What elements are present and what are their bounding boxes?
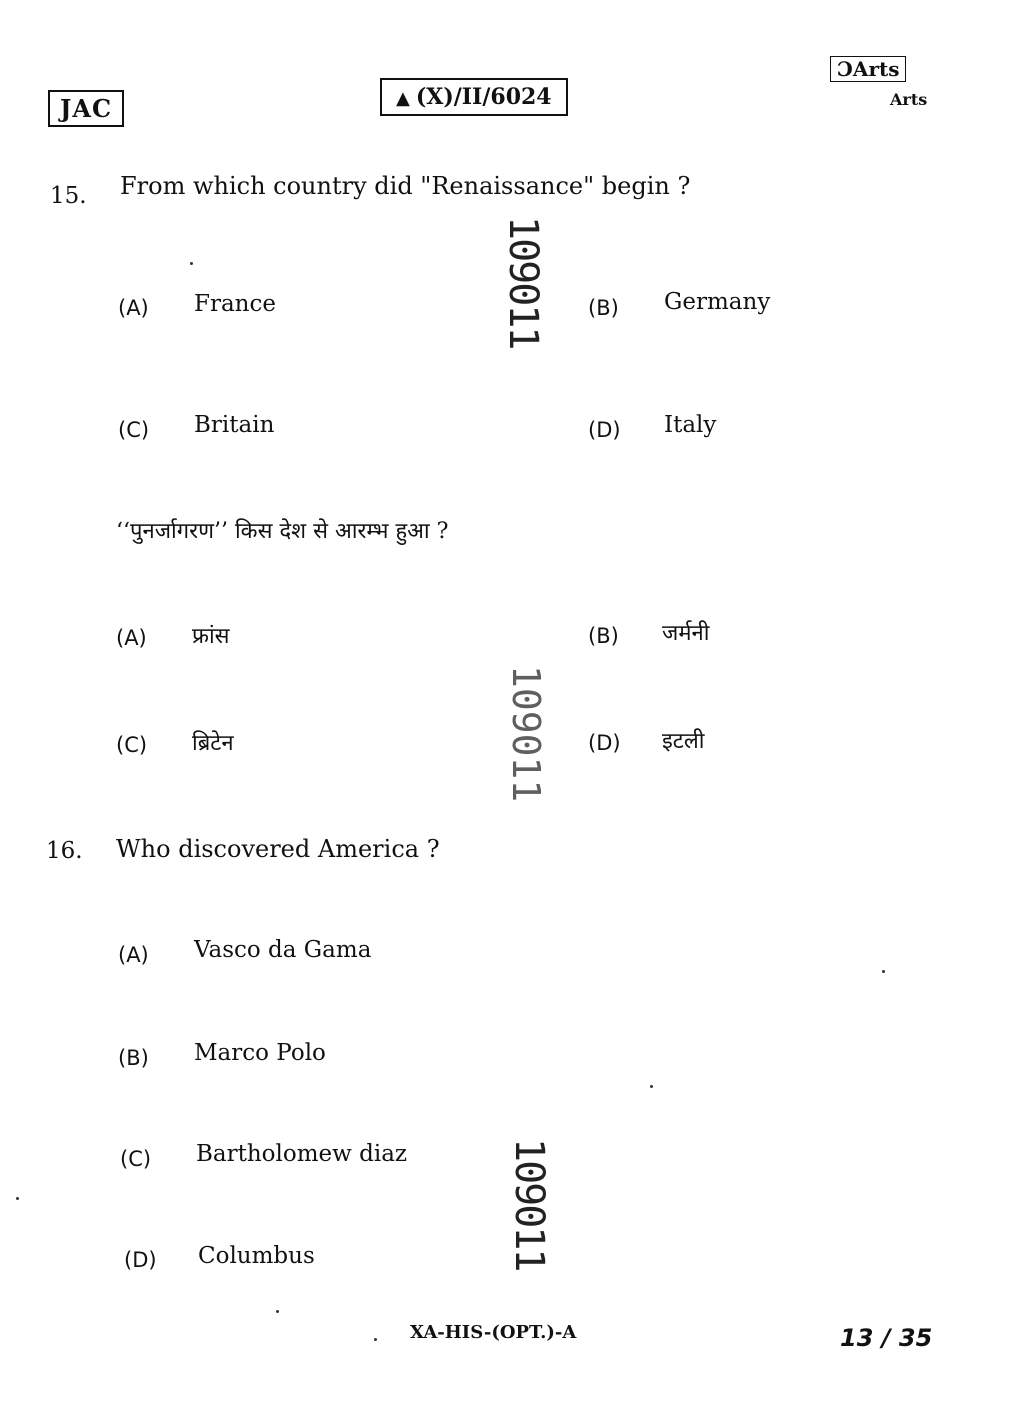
- scan-speck: [374, 1338, 377, 1341]
- board-label: JAC: [48, 90, 124, 127]
- scan-speck: [276, 1310, 279, 1313]
- option-text: France: [194, 291, 276, 317]
- option-label: (A): [118, 943, 149, 967]
- question-number: 16.: [46, 838, 83, 864]
- page-number: 13 / 35: [840, 1324, 933, 1352]
- option-label: (A): [118, 296, 149, 320]
- question-text-en: From which country did "Renaissance" begin ?: [120, 172, 691, 200]
- stream-box-label: Arts: [852, 57, 900, 81]
- question-number: 15.: [50, 183, 87, 209]
- option-text: ब्रिटेन: [192, 731, 234, 756]
- scan-speck: [16, 1197, 19, 1200]
- paper-code-box: [380, 78, 568, 116]
- option-label: (D): [588, 731, 621, 755]
- option-text: Vasco da Gama: [194, 937, 372, 963]
- serial-stamp: 109011: [504, 665, 548, 803]
- option-label: (A): [116, 626, 147, 650]
- option-label: (B): [588, 296, 619, 320]
- option-text: इटली: [662, 729, 705, 754]
- option-text: फ्रांस: [192, 624, 230, 649]
- option-text: Germany: [664, 289, 771, 315]
- triangle-icon: ▲: [396, 88, 410, 109]
- question-text-hi: ‘‘पुनर्जागरण’’ किस देश से आरम्भ हुआ ?: [116, 519, 449, 544]
- question-text-en: Who discovered America ?: [116, 835, 440, 863]
- stream-box-prefix-icon: Ɔ: [837, 57, 853, 81]
- stream-box: [830, 56, 906, 82]
- option-label: (C): [116, 733, 148, 757]
- scan-speck: [882, 970, 885, 973]
- option-label: (C): [120, 1147, 152, 1171]
- option-text: जर्मनी: [662, 621, 710, 646]
- option-label: (D): [588, 418, 621, 442]
- paper-code: (X)/II/6024: [415, 84, 552, 110]
- option-text: Columbus: [198, 1243, 315, 1269]
- serial-stamp: 109011: [500, 216, 546, 349]
- option-text: Italy: [664, 412, 717, 438]
- scan-speck: [650, 1085, 653, 1088]
- option-label: (B): [588, 624, 619, 648]
- option-text: Bartholomew diaz: [196, 1141, 408, 1167]
- option-label: (B): [118, 1046, 149, 1070]
- serial-stamp: 109011: [506, 1138, 552, 1271]
- footer-paper-id: XA-HIS-(OPT.)-A: [410, 1322, 577, 1343]
- option-text: Marco Polo: [194, 1040, 326, 1066]
- stream-label: Arts: [890, 90, 928, 109]
- option-label: (D): [124, 1248, 157, 1272]
- scan-speck: [190, 262, 193, 265]
- option-text: Britain: [194, 412, 275, 438]
- option-label: (C): [118, 418, 150, 442]
